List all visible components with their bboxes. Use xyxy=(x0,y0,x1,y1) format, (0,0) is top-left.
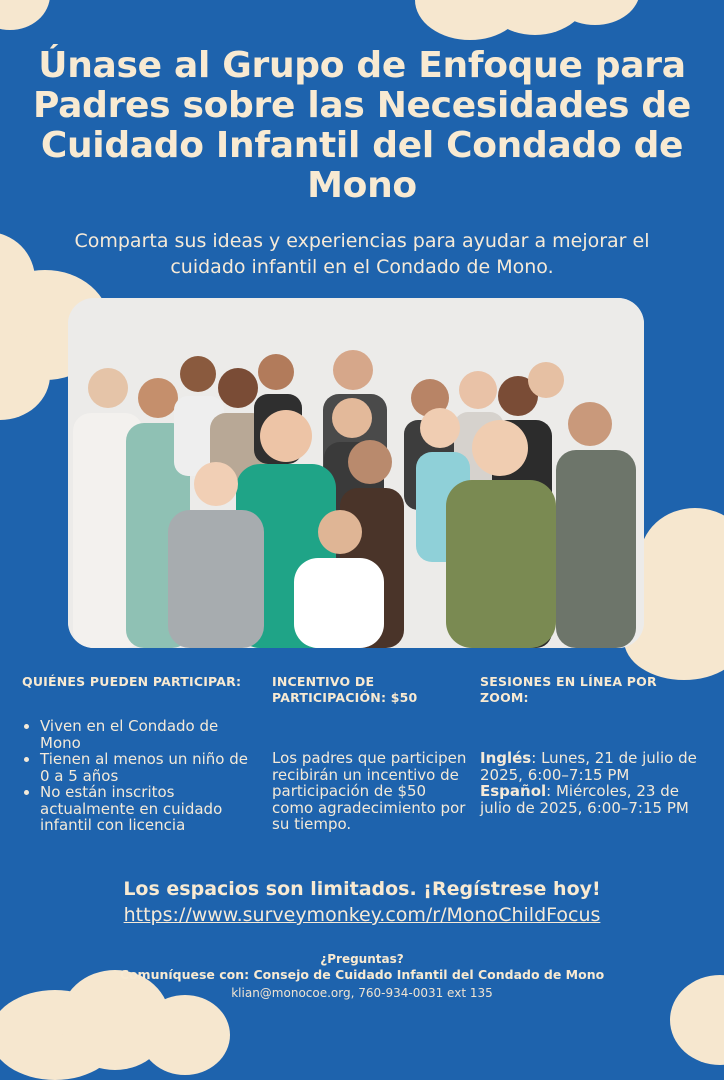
incentive-text: Los padres que participen recibirán un incentivo de participación de $50 como agradecimiento por su tiempo. xyxy=(272,749,467,833)
session-spanish xyxy=(480,783,702,816)
group-photo xyxy=(68,298,644,648)
session-spanish-label: Español xyxy=(480,782,547,800)
page-subtitle: Comparta sus ideas y experiencias para ayudar a mejorar el cuidado infantil en el Condado de Mono. xyxy=(74,230,650,278)
registration-cta: Los espacios son limitados. ¡Regístrese hoy! xyxy=(123,878,601,900)
incentive-heading: INCENTIVO DE PARTICIPACIÓN: $50 xyxy=(272,674,418,705)
eligibility-heading: QUIÉNES PUEDEN PARTICIPAR: xyxy=(22,674,242,689)
questions-heading: ¿Preguntas? xyxy=(320,952,404,966)
session-spanish-text: : Miércoles, 23 de julio de 2025, 6:00–7:15 PM xyxy=(480,782,689,817)
incentive-section xyxy=(272,674,468,833)
registration-link[interactable]: https://www.surveymonkey.com/r/MonoChildFocus xyxy=(123,904,601,926)
session-english-text: : Lunes, 21 de julio de 2025, 6:00–7:15 PM xyxy=(480,749,697,784)
contact-line: Comuníquese con: Consejo de Cuidado Infantil del Condado de Mono xyxy=(119,967,605,982)
sessions-heading: SESIONES EN LÍNEA POR ZOOM: xyxy=(480,674,657,705)
eligibility-section xyxy=(22,674,262,834)
session-english xyxy=(480,750,702,783)
list-item: • No están inscritos actualmente en cuidado infantil con licencia xyxy=(40,784,262,834)
session-english-label: Inglés xyxy=(480,749,532,767)
contact-info: klian@monocoe.org, 760-934-0031 ext 135 xyxy=(231,986,493,1000)
group-photo-illustration xyxy=(68,298,644,648)
eligibility-list xyxy=(22,718,262,834)
list-item: • Viven en el Condado de Mono xyxy=(40,718,262,751)
list-item: • Tienen al menos un niño de 0 a 5 años xyxy=(40,751,262,784)
page-title: Únase al Grupo de Enfoque para Padres sobre las Necesidades de Cuidado Infantil del Condado de Mono xyxy=(32,45,691,206)
sessions-section xyxy=(480,674,702,816)
